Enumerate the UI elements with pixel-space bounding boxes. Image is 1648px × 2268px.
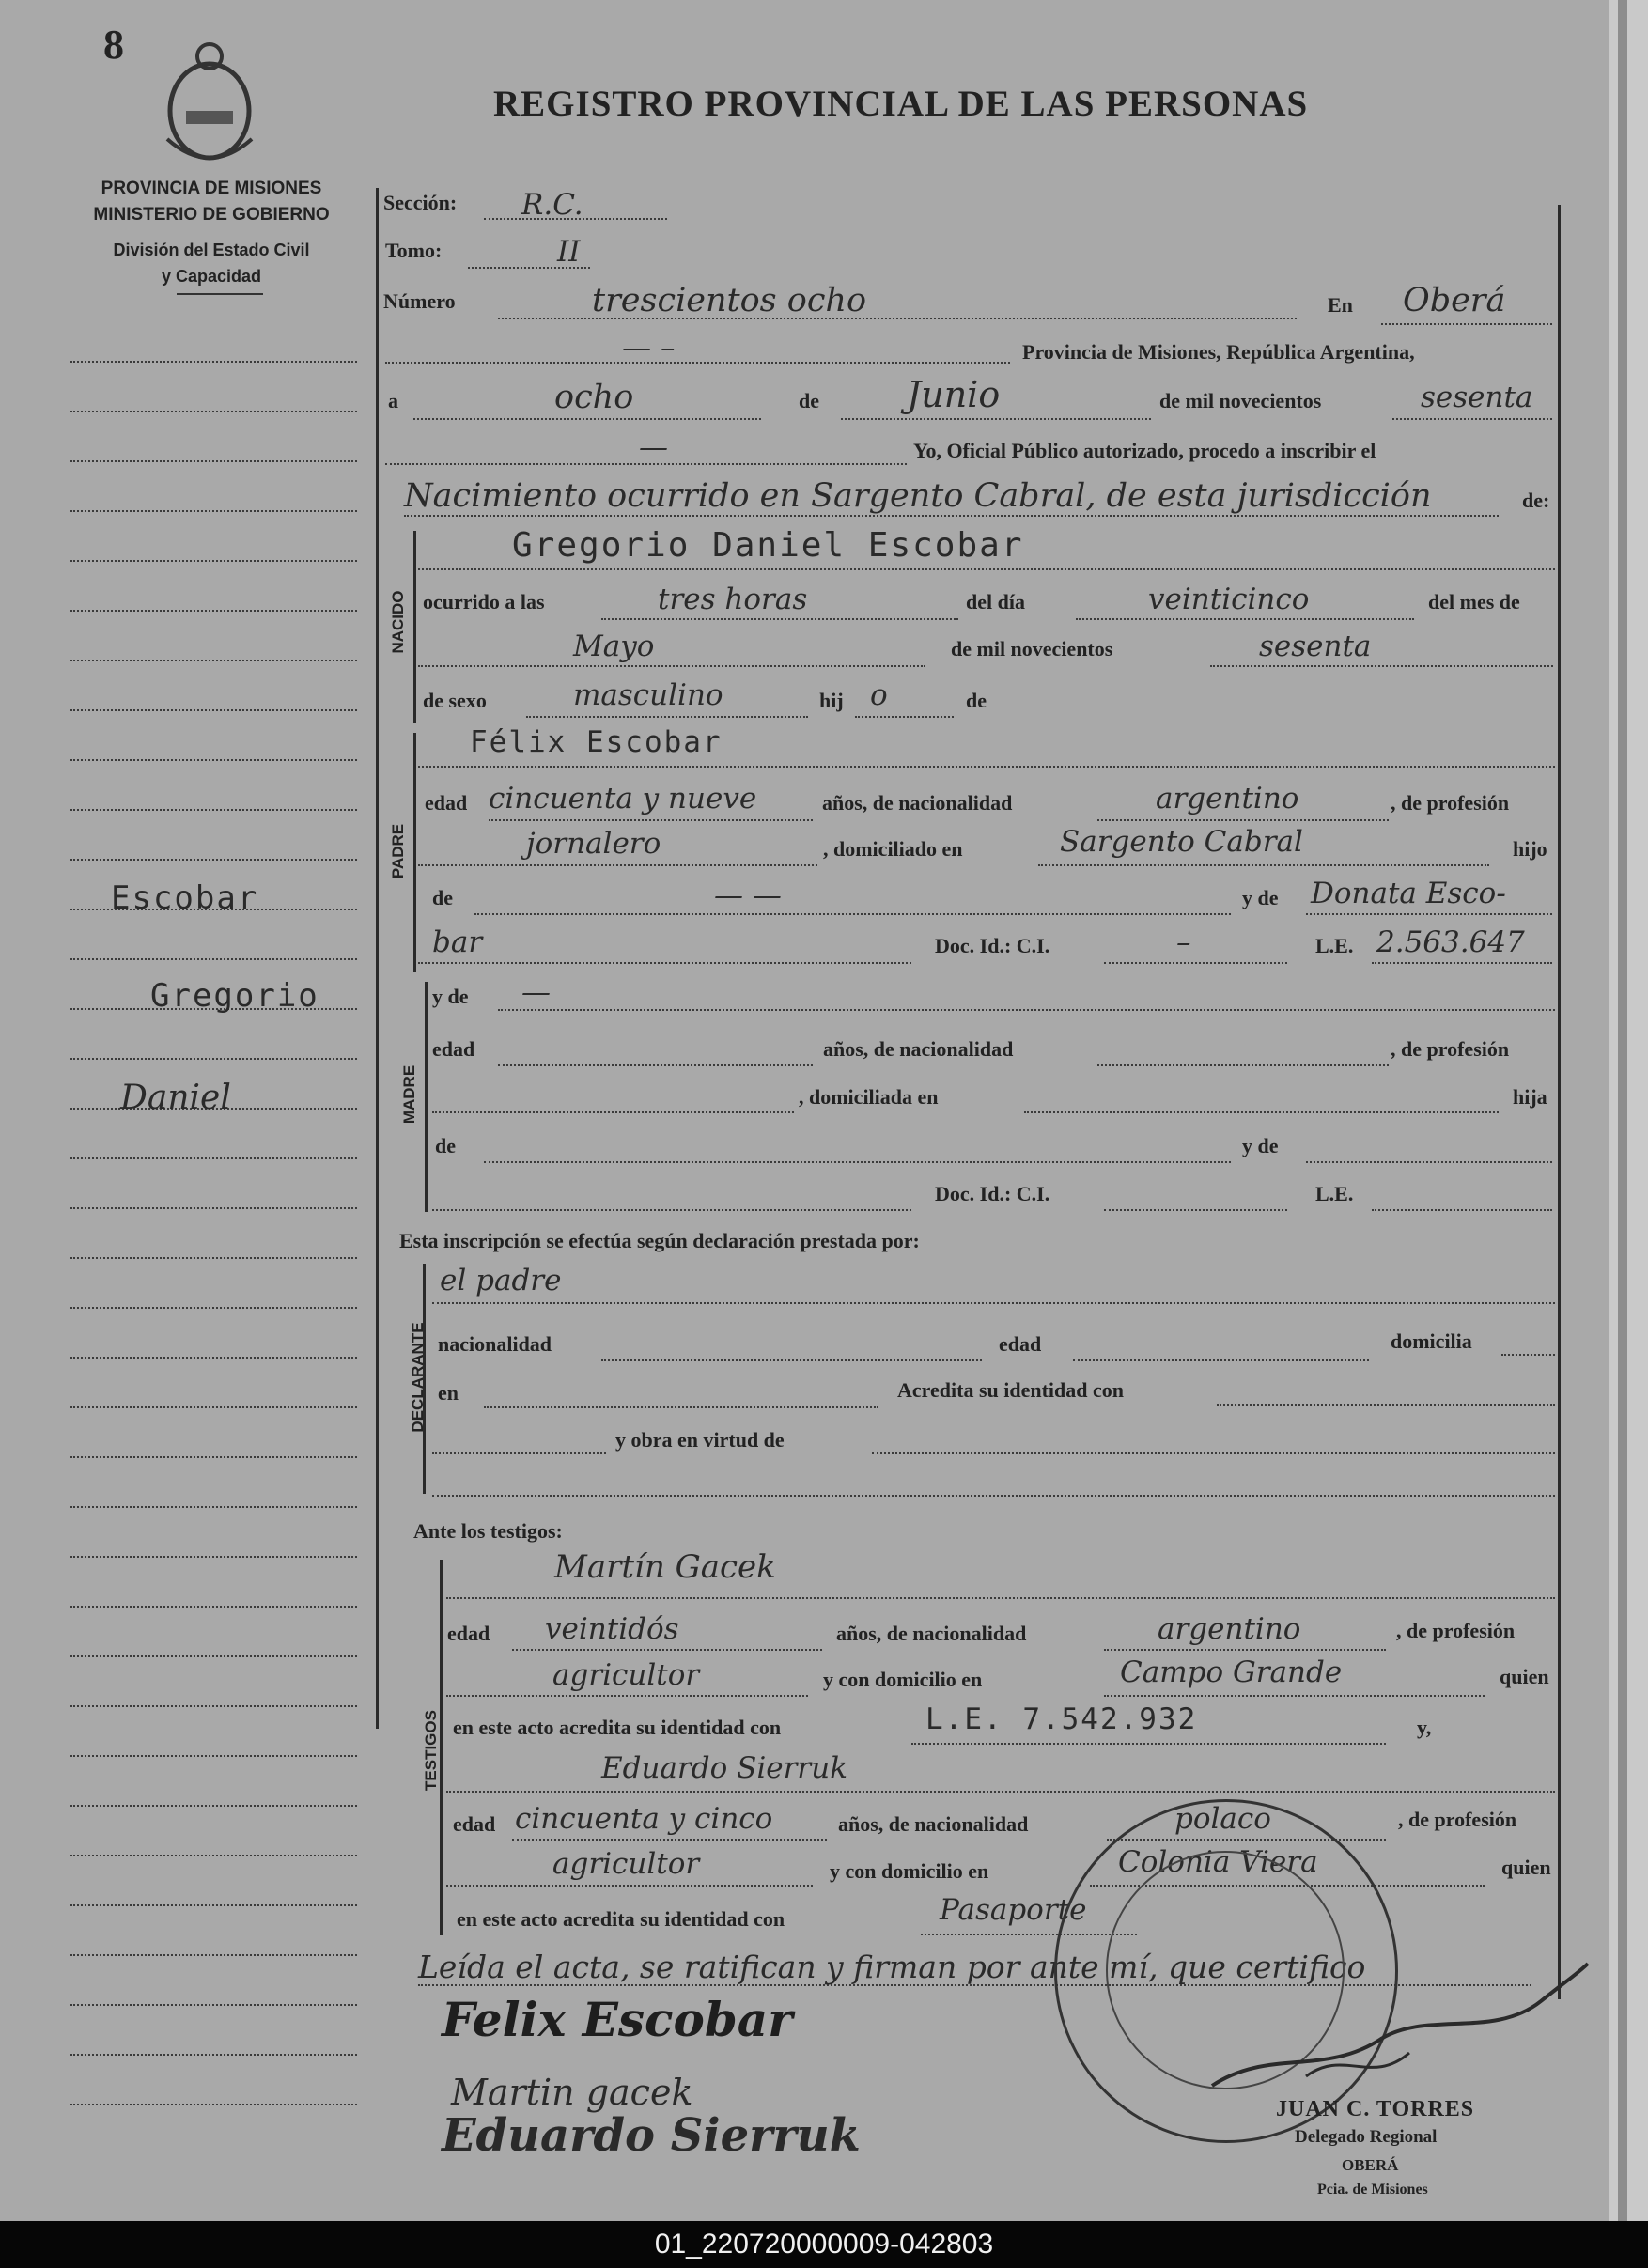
label-t1-anos: años, de nacionalidad xyxy=(836,1622,1027,1645)
label-domicilia: domicilia xyxy=(1391,1329,1472,1353)
side-label-testigos: TESTIGOS xyxy=(422,1710,440,1791)
label-domiciliado: , domiciliado en xyxy=(823,837,963,861)
label-t2-anos: años, de nacionalidad xyxy=(838,1812,1029,1836)
testigo2-edad: cincuenta y cinco xyxy=(515,1802,773,1836)
label-t1-domicilio: y con domicilio en xyxy=(823,1668,983,1691)
field-numero: trescientos ocho xyxy=(592,282,867,319)
line xyxy=(1104,1209,1287,1211)
padre-madre-de-cont: bar xyxy=(432,925,483,959)
label-t1-y: y, xyxy=(1417,1716,1432,1739)
line xyxy=(841,418,1151,420)
line xyxy=(872,1452,1555,1454)
line xyxy=(1073,1359,1369,1361)
label-sexo: de sexo xyxy=(423,689,487,712)
right-border xyxy=(1558,205,1561,1999)
margin-line xyxy=(70,1456,357,1458)
testigo1-identidad: L.E. 7.542.932 xyxy=(925,1702,1198,1736)
footer-code: 01_220720000009-042803 xyxy=(0,2221,1648,2268)
margin-line xyxy=(70,2004,357,2006)
testigo1-nacionalidad: argentino xyxy=(1158,1612,1301,1646)
label-madre-doc: Doc. Id.: C.I. xyxy=(935,1182,1050,1205)
margin-line xyxy=(70,759,357,761)
org-line-3: División del Estado Civil xyxy=(113,241,310,259)
label-edad: edad xyxy=(425,791,468,815)
margin-line xyxy=(70,610,357,612)
padre-domicilio: Sargento Cabral xyxy=(1060,825,1303,859)
testigo1-domicilio: Campo Grande xyxy=(1120,1655,1343,1689)
label-oficial: Yo, Oficial Público autorizado, procedo a inscribir el xyxy=(913,439,1376,462)
margin-line xyxy=(70,1904,357,1906)
nacido-nombre: Gregorio Daniel Escobar xyxy=(512,526,1024,565)
label-profesion: , de profesión xyxy=(1391,791,1510,815)
label-hij: hij xyxy=(819,689,844,712)
field-dash: — – xyxy=(622,331,676,365)
label-seccion: Sección: xyxy=(383,191,458,214)
margin-line xyxy=(70,1257,357,1259)
line xyxy=(385,362,1010,364)
side-label-nacido: NACIDO xyxy=(389,590,407,654)
field-mes: Junio xyxy=(907,374,1001,415)
left-border xyxy=(376,188,379,1729)
line xyxy=(1210,665,1553,667)
margin-line xyxy=(70,560,357,562)
padre-le: 2.563.647 xyxy=(1376,925,1525,959)
label-hij-de: de xyxy=(966,689,987,712)
padre-nacionalidad: argentino xyxy=(1156,782,1299,816)
margin-line xyxy=(70,2054,357,2056)
field-anio: sesenta xyxy=(1421,381,1533,414)
label-declarante-en: en xyxy=(438,1381,459,1405)
margin-line xyxy=(70,1406,357,1408)
line xyxy=(911,1743,1386,1745)
line xyxy=(418,766,1555,768)
label-hijo: hijo xyxy=(1513,837,1547,861)
label-padre-de: de xyxy=(432,886,453,909)
signature-3: Eduardo Sierruk xyxy=(442,2109,861,2162)
label-madre-anos: años, de nacionalidad xyxy=(823,1037,1014,1061)
org-line-1: PROVINCIA DE MISIONES xyxy=(101,179,322,198)
label-de-mil: de mil novecientos xyxy=(1159,389,1322,412)
label-de-mil-2: de mil novecientos xyxy=(951,637,1113,660)
testigo2-nacionalidad: polaco xyxy=(1174,1802,1271,1836)
margin-line xyxy=(70,1556,357,1558)
margin-line xyxy=(70,2104,357,2105)
padre-madre-de: Donata Esco- xyxy=(1311,877,1506,910)
line xyxy=(1024,1111,1499,1113)
label-domiciliada: , domiciliada en xyxy=(799,1085,939,1109)
label-t1-edad: edad xyxy=(447,1622,490,1645)
field-dash2: — xyxy=(639,430,668,464)
block-bar xyxy=(413,733,416,972)
margin-line xyxy=(70,460,357,462)
label-del-dia: del día xyxy=(966,590,1025,614)
line xyxy=(446,1791,1555,1793)
label-madre-le: L.E. xyxy=(1315,1182,1354,1205)
label-t1-quien: quien xyxy=(1500,1665,1549,1688)
line xyxy=(1038,864,1489,866)
margin-name-1: Gregorio xyxy=(150,977,319,1015)
line xyxy=(1217,1404,1555,1406)
field-tomo: II xyxy=(557,235,581,269)
line xyxy=(512,1649,822,1651)
margin-line xyxy=(70,1655,357,1657)
line xyxy=(432,1495,1555,1497)
line xyxy=(484,1406,878,1408)
label-madre-y-de-2: y de xyxy=(1242,1134,1279,1157)
margin-line xyxy=(70,1855,357,1856)
side-label-padre: PADRE xyxy=(389,823,407,879)
nacido-sexo: masculino xyxy=(573,678,723,712)
line xyxy=(432,1111,794,1113)
testigo1-edad: veintidós xyxy=(545,1612,679,1646)
label-madre-profesion: , de profesión xyxy=(1391,1037,1510,1061)
label-le: L.E. xyxy=(1315,934,1354,957)
line xyxy=(446,1597,1555,1599)
margin-name-2: Daniel xyxy=(120,1079,231,1117)
margin-line xyxy=(70,859,357,861)
stamp-province: Pcia. de Misiones xyxy=(1317,2182,1428,2198)
line xyxy=(498,1009,1555,1011)
line xyxy=(1392,418,1552,420)
testigo2-identidad: Pasaporte xyxy=(940,1893,1087,1927)
madre-dash: — xyxy=(521,975,551,1009)
line xyxy=(446,1695,808,1697)
org-line-2: MINISTERIO DE GOBIERNO xyxy=(93,205,330,225)
block-bar xyxy=(413,531,416,723)
line xyxy=(418,568,1555,570)
label-t2-profesion: , de profesión xyxy=(1398,1808,1517,1831)
field-dia: ocho xyxy=(554,379,634,416)
label-esta-inscripcion: Esta inscripción se efectúa según declaración prestada por: xyxy=(399,1229,920,1252)
line xyxy=(1097,1064,1389,1066)
field-seccion: R.C. xyxy=(521,188,583,222)
line xyxy=(526,716,808,718)
line xyxy=(1381,323,1552,325)
label-madre-edad: edad xyxy=(432,1037,475,1061)
line xyxy=(1306,1161,1552,1163)
nacido-hora: tres horas xyxy=(658,583,808,616)
margin-line xyxy=(70,1755,357,1757)
nacido-anio: sesenta xyxy=(1259,629,1372,663)
label-doc-id: Doc. Id.: C.I. xyxy=(935,934,1050,957)
margin-line xyxy=(70,361,357,363)
label-en: En xyxy=(1328,293,1353,317)
testigo2-domicilio: Colonia Viera xyxy=(1118,1845,1318,1879)
label-nacionalidad: nacionalidad xyxy=(438,1332,552,1356)
label-anos-nac: años, de nacionalidad xyxy=(822,791,1013,815)
testigo1-nombre: Martín Gacek xyxy=(554,1548,776,1586)
stamp-place: OBERÁ xyxy=(1342,2156,1399,2174)
margin-line xyxy=(70,1954,357,1956)
page-edge xyxy=(1609,0,1648,2221)
org-line-4: y Capacidad xyxy=(161,267,262,286)
testigo1-profesion: agricultor xyxy=(552,1658,700,1692)
padre-ci: – xyxy=(1176,925,1191,959)
page-title: REGISTRO PROVINCIAL DE LAS PERSONAS xyxy=(493,84,1309,124)
coat-of-arms-icon xyxy=(158,36,261,167)
side-label-declarante: DECLARANTE xyxy=(409,1322,427,1433)
line xyxy=(601,1359,982,1361)
margin-line xyxy=(70,1058,357,1060)
margin-line xyxy=(70,660,357,661)
margin-line xyxy=(70,1307,357,1309)
margin-line xyxy=(70,1805,357,1807)
label-acredita: Acredita su identidad con xyxy=(897,1378,1125,1402)
padre-de: — — xyxy=(714,878,782,912)
testigo2-nombre: Eduardo Sierruk xyxy=(601,1751,847,1785)
line xyxy=(512,1839,827,1841)
margin-line xyxy=(70,809,357,811)
line xyxy=(484,1161,1231,1163)
label-t1-profesion: , de profesión xyxy=(1396,1619,1516,1642)
margin-line xyxy=(70,1606,357,1608)
side-label-madre: MADRE xyxy=(400,1064,418,1125)
line xyxy=(855,716,954,718)
nacido-mes: Mayo xyxy=(573,629,655,663)
label-y-de: y de xyxy=(1242,886,1279,909)
margin-line xyxy=(70,1357,357,1359)
line xyxy=(489,819,813,821)
margin-line xyxy=(70,1506,357,1508)
margin-line xyxy=(70,709,357,711)
margin-surname: Escobar xyxy=(111,879,259,917)
label-tomo: Tomo: xyxy=(385,239,443,262)
label-t2-acredita: en este acto acredita su identidad con xyxy=(457,1907,785,1931)
line xyxy=(1372,962,1552,964)
line xyxy=(432,1452,606,1454)
line xyxy=(413,418,761,420)
label-madre-y-de: y de xyxy=(432,985,469,1008)
line xyxy=(432,1209,911,1211)
label-provincia: Provincia de Misiones, República Argentina, xyxy=(1022,340,1415,364)
line xyxy=(432,1302,1555,1304)
line xyxy=(418,864,817,866)
padre-nombre: Félix Escobar xyxy=(470,725,723,759)
divider xyxy=(177,293,263,295)
line xyxy=(498,1064,813,1066)
margin-line xyxy=(70,510,357,512)
page-number: 8 xyxy=(103,22,124,68)
line xyxy=(1104,1695,1485,1697)
label-t2-edad: edad xyxy=(453,1812,496,1836)
nacido-hij-suffix: o xyxy=(870,678,888,712)
line xyxy=(418,962,911,964)
declarante-nombre: el padre xyxy=(440,1264,562,1297)
block-bar xyxy=(425,982,428,1212)
line xyxy=(1306,913,1552,915)
label-declarante-edad: edad xyxy=(999,1332,1042,1356)
testigo2-profesion: agricultor xyxy=(552,1847,700,1881)
line xyxy=(1372,1209,1552,1211)
padre-edad: cincuenta y nueve xyxy=(489,782,757,816)
line xyxy=(1097,819,1389,821)
line xyxy=(404,515,1499,517)
label-de: de xyxy=(799,389,819,412)
cierre: Leída el acta, se ratifican y firman por ante mí, que certifico xyxy=(418,1949,1366,1985)
label-hija: hija xyxy=(1513,1085,1547,1109)
line xyxy=(1104,962,1287,964)
label-ocurrido: ocurrido a las xyxy=(423,590,545,614)
nacido-dia: veinticinco xyxy=(1148,583,1310,616)
signature-1: Felix Escobar xyxy=(442,1992,793,2047)
line xyxy=(418,665,925,667)
label-del-mes: del mes de xyxy=(1428,590,1520,614)
margin-line xyxy=(70,958,357,960)
label-obra: y obra en virtud de xyxy=(615,1428,785,1452)
label-t2-quien: quien xyxy=(1501,1856,1551,1879)
line xyxy=(474,913,1231,915)
line xyxy=(1076,618,1414,620)
line xyxy=(1104,1649,1386,1651)
padre-profesion: jornalero xyxy=(526,827,661,861)
stamp-name: JUAN C. TORRES xyxy=(1276,2097,1475,2121)
label-t2-domicilio: y con domicilio en xyxy=(830,1859,989,1883)
line xyxy=(446,1885,813,1887)
label-numero: Número xyxy=(383,289,456,313)
label-de-colon: de: xyxy=(1522,489,1550,512)
margin-line xyxy=(70,411,357,412)
signature-2: Martin gacek xyxy=(451,2072,693,2113)
margin-line xyxy=(70,1705,357,1707)
line xyxy=(601,618,958,620)
field-acto: Nacimiento ocurrido en Sargento Cabral, de esta jurisdicción xyxy=(404,477,1432,515)
margin-line xyxy=(70,1207,357,1209)
field-en: Oberá xyxy=(1403,282,1506,319)
official-signature-icon xyxy=(1193,1935,1597,2123)
label-a: a xyxy=(388,389,398,412)
label-t1-acredita: en este acto acredita su identidad con xyxy=(453,1716,782,1739)
label-ante: Ante los testigos: xyxy=(413,1519,563,1543)
line xyxy=(1501,1354,1555,1356)
stamp-title: Delegado Regional xyxy=(1295,2127,1438,2147)
margin-line xyxy=(70,1157,357,1159)
label-madre-de: de xyxy=(435,1134,456,1157)
